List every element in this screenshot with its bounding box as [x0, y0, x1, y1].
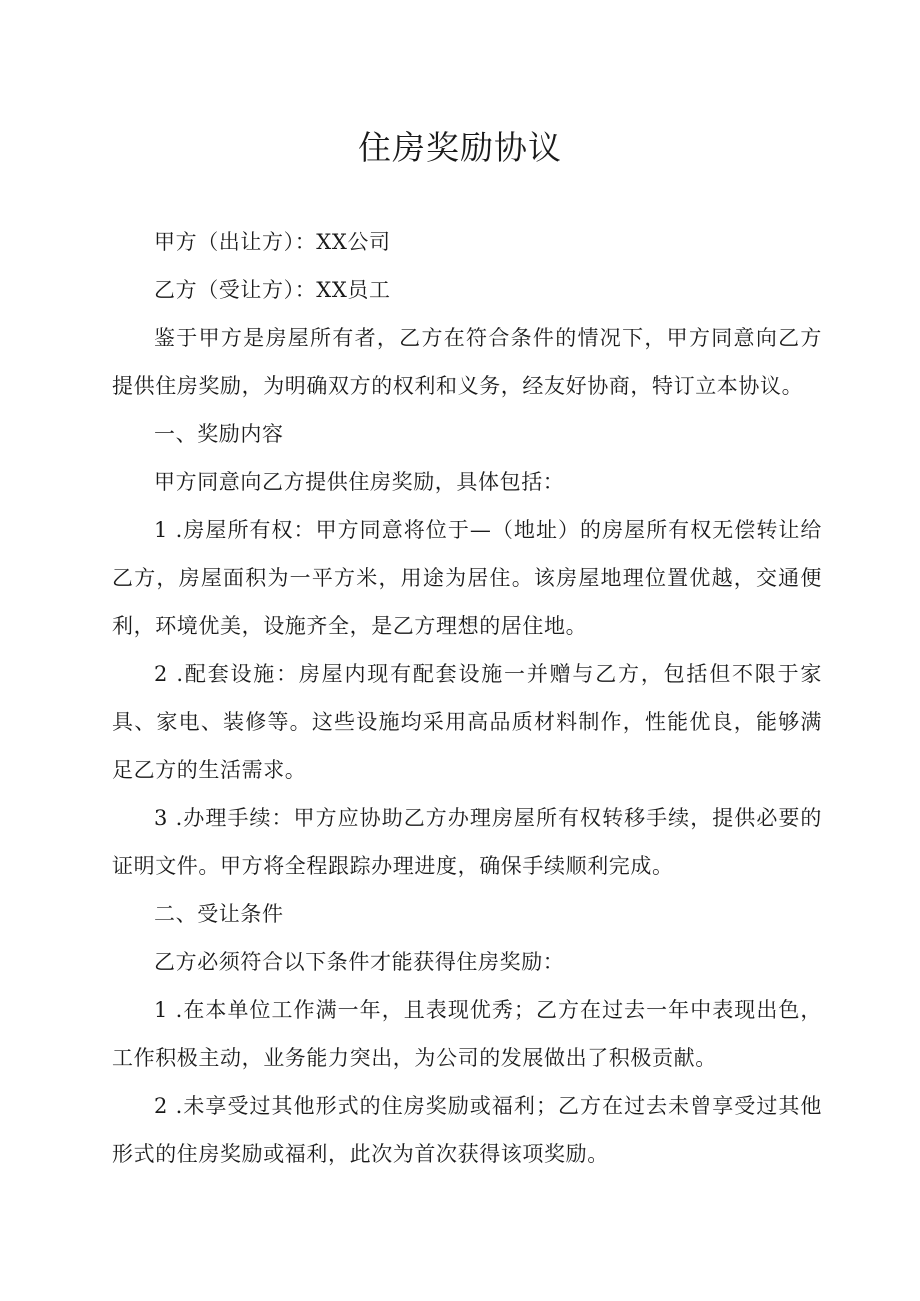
clause-facilities: 2 .配套设施：房屋内现有配套设施一并赠与乙方，包括但不限于家具、家电、装修等。这些设施均采用高品质材料制作，性能优良，能够满足乙方的生活需求。 [112, 662, 822, 782]
document-body [112, 218, 822, 1178]
document-title: 住房奖励协议 [358, 128, 562, 167]
section-heading-reward-content: 一、奖励内容 [154, 422, 284, 446]
condition-no-prior-reward: 2 .未享受过其他形式的住房奖励或福利；乙方在过去未曾享受过其他形式的住房奖励或福利，此次为首次获得该项奖励。 [112, 1094, 822, 1166]
reward-intro-paragraph: 甲方同意向乙方提供住房奖励，具体包括： [154, 470, 565, 494]
preamble-paragraph: 鉴于甲方是房屋所有者，乙方在符合条件的情况下，甲方同意向乙方提供住房奖励，为明确双方的权利和义务，经友好协商，特订立本协议。 [112, 326, 822, 398]
clause-house-ownership: 1 .房屋所有权：甲方同意将位于—（地址）的房屋所有权无偿转让给乙方，房屋面积为一平方米，用途为居住。该房屋地理位置优越，交通便利，环境优美，设施齐全，是乙方理想的居住地。 [112, 518, 822, 638]
conditions-intro-paragraph: 乙方必须符合以下条件才能获得住房奖励： [154, 950, 565, 974]
condition-service-year: 1 .在本单位工作满一年，且表现优秀；乙方在过去一年中表现出色，工作积极主动，业务能力突出，为公司的发展做出了积极贡献。 [112, 998, 822, 1070]
section-heading-conditions: 二、受让条件 [154, 902, 284, 926]
party-a-line: 甲方（出让方）：XX公司 [154, 230, 391, 254]
clause-procedures: 3 .办理手续：甲方应协助乙方办理房屋所有权转移手续，提供必要的证明文件。甲方将全程跟踪办理进度，确保手续顺利完成。 [112, 806, 822, 878]
party-b-line: 乙方（受让方）：XX员工 [154, 278, 391, 302]
